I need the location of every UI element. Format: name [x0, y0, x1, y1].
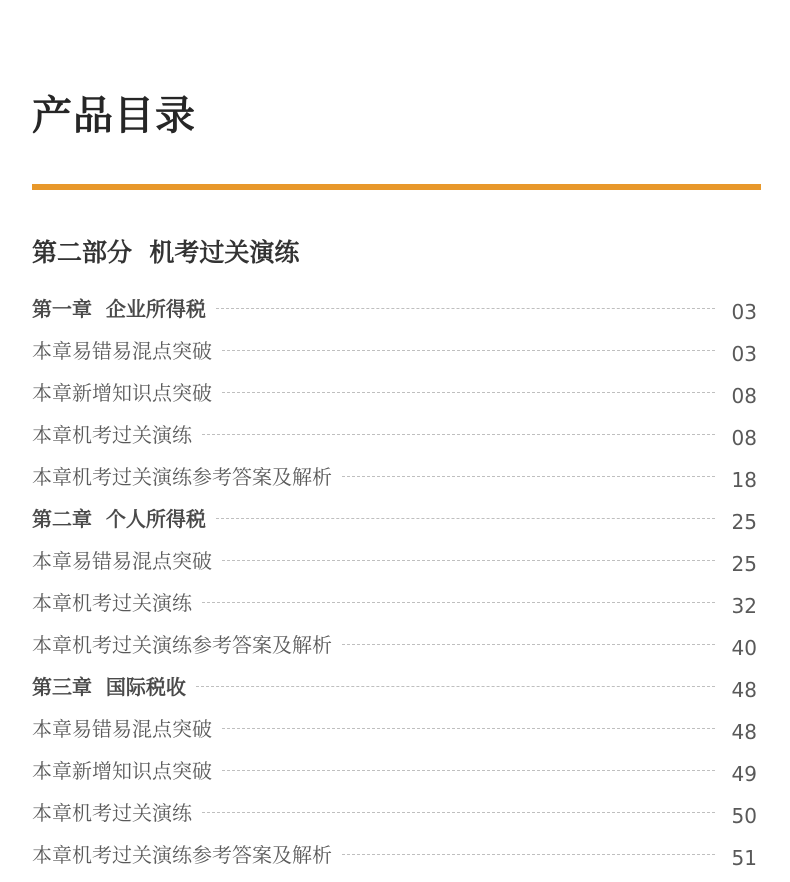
toc-entry-row [32, 834, 757, 876]
toc-page-number: 49 [731, 762, 757, 786]
toc-page-number: 48 [731, 720, 757, 744]
toc-page-number: 25 [731, 552, 757, 576]
toc-entry-title: 本章新增知识点突破 [32, 759, 212, 783]
toc-chapter-row [32, 498, 757, 540]
dotted-leader [222, 560, 715, 561]
toc-entry-row [32, 456, 757, 498]
toc-page-number: 48 [731, 678, 757, 702]
dotted-leader [342, 476, 715, 477]
toc-page-number: 40 [731, 636, 757, 660]
toc-entry-row [32, 582, 757, 624]
toc-entry-row [32, 372, 757, 414]
toc-page-number: 18 [731, 468, 757, 492]
toc-entry-title: 本章机考过关演练 [32, 423, 192, 447]
toc-chapter-row [32, 666, 757, 708]
table-of-contents [32, 288, 757, 876]
toc-page-number: 03 [731, 300, 757, 324]
toc-page-number: 50 [731, 804, 757, 828]
dotted-leader [222, 728, 715, 729]
toc-page-number: 03 [731, 342, 757, 366]
dotted-leader [202, 602, 715, 603]
dotted-leader [216, 518, 715, 519]
toc-page-number: 25 [731, 510, 757, 534]
dotted-leader [222, 392, 715, 393]
dotted-leader [202, 434, 715, 435]
toc-chapter-title: 第一章 企业所得税 [32, 297, 206, 321]
toc-entry-title: 本章机考过关演练参考答案及解析 [32, 843, 332, 867]
toc-entry-row [32, 708, 757, 750]
dotted-leader [196, 686, 715, 687]
dotted-leader [216, 308, 715, 309]
toc-entry-row [32, 540, 757, 582]
dotted-leader [342, 644, 715, 645]
toc-entry-title: 本章易错易混点突破 [32, 549, 212, 573]
toc-page-number: 51 [731, 846, 757, 870]
toc-entry-title: 本章新增知识点突破 [32, 381, 212, 405]
toc-entry-title: 本章机考过关演练 [32, 801, 192, 825]
toc-entry-title: 本章易错易混点突破 [32, 339, 212, 363]
page-title: 产品目录 [32, 93, 196, 139]
toc-page-number: 08 [731, 384, 757, 408]
toc-entry-title: 本章机考过关演练 [32, 591, 192, 615]
toc-entry-title: 本章机考过关演练参考答案及解析 [32, 465, 332, 489]
toc-chapter-title: 第三章 国际税收 [32, 675, 186, 699]
section-heading: 第二部分 机考过关演练 [32, 238, 300, 267]
toc-entry-row [32, 414, 757, 456]
toc-entry-row [32, 624, 757, 666]
toc-entry-title: 本章机考过关演练参考答案及解析 [32, 633, 332, 657]
toc-entry-row [32, 330, 757, 372]
toc-entry-title: 本章易错易混点突破 [32, 717, 212, 741]
toc-entry-row [32, 792, 757, 834]
title-divider [32, 184, 761, 190]
dotted-leader [222, 770, 715, 771]
toc-entry-row [32, 750, 757, 792]
dotted-leader [342, 854, 715, 855]
toc-page-number: 08 [731, 426, 757, 450]
toc-page-number: 32 [731, 594, 757, 618]
toc-chapter-title: 第二章 个人所得税 [32, 507, 206, 531]
dotted-leader [222, 350, 715, 351]
dotted-leader [202, 812, 715, 813]
toc-chapter-row [32, 288, 757, 330]
